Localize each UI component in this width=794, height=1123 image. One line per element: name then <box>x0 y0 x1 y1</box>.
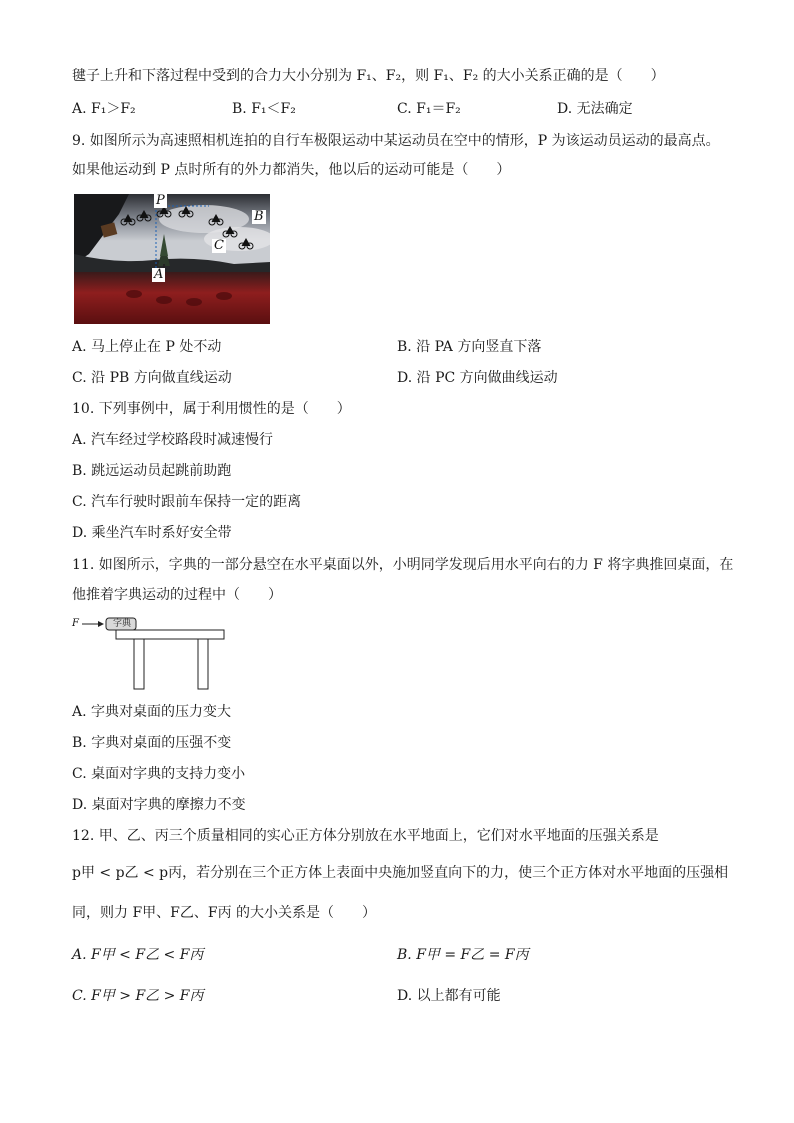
q11-stem-line2: 他推着字典运动的过程中（ ） <box>72 587 282 603</box>
q12-stem-line3: 同，则力 F甲、F乙、F丙 的大小关系是（ ） <box>72 905 377 921</box>
q9-stem-line2: 如果他运动到 P 点时所有的外力都消失，他以后的运动可能是（ ） <box>72 162 511 178</box>
desk-dictionary-figure <box>72 612 232 692</box>
q8-option-b[interactable]: B. F₁＜F₂ <box>232 101 296 117</box>
desk-drawing <box>72 612 232 692</box>
q12-option-d[interactable]: D. 以上都有可能 <box>397 988 501 1004</box>
q11-option-b[interactable]: B. 字典对桌面的压强不变 <box>72 735 232 751</box>
q11-option-a[interactable]: A. 字典对桌面的压力变大 <box>72 704 232 720</box>
force-label-f: F <box>72 618 79 629</box>
q9-option-c[interactable]: C. 沿 PB 方向做直线运动 <box>72 370 232 386</box>
q11-option-c[interactable]: C. 桌面对字典的支持力变小 <box>72 766 246 782</box>
q8-option-a[interactable]: A. F₁＞F₂ <box>72 101 136 117</box>
figure-label-p: P <box>156 193 165 208</box>
q10-option-b[interactable]: B. 跳远运动员起跳前助跑 <box>72 463 232 479</box>
q12-option-b[interactable]: B. F甲 = F乙 = F丙 <box>397 947 529 963</box>
q9-option-a[interactable]: A. 马上停止在 P 处不动 <box>72 339 222 355</box>
q10-stem: 10. 下列事例中，属于利用惯性的是（ ） <box>72 401 351 417</box>
q9-option-d[interactable]: D. 沿 PC 方向做曲线运动 <box>397 370 558 386</box>
figure-label-b: B <box>254 209 264 224</box>
bmx-photo <box>74 194 270 324</box>
figure-label-c: C <box>214 238 224 253</box>
bmx-photo-figure <box>74 194 270 324</box>
q12-stem-line1: 12. 甲、乙、丙三个质量相同的实心正方体分别放在水平地面上，它们对水平地面的压强关系是 <box>72 828 659 844</box>
q10-option-a[interactable]: A. 汽车经过学校路段时减速慢行 <box>72 432 274 448</box>
q11-option-d[interactable]: D. 桌面对字典的摩擦力不变 <box>72 797 246 813</box>
q10-option-d[interactable]: D. 乘坐汽车时系好安全带 <box>72 525 232 541</box>
q8-option-d[interactable]: D. 无法确定 <box>557 101 633 117</box>
q9-stem-line1: 9. 如图所示为高速照相机连拍的自行车极限运动中某运动员在空中的情形，P 为该运动员运动的最高点。 <box>72 133 720 149</box>
q12-stem-line2: p甲 < p乙 < p丙，若分别在三个正方体上表面中央施加竖直向下的力，使三个正方体对水平地面的压强相 <box>72 865 729 881</box>
dictionary-label: 字典 <box>112 619 131 629</box>
q10-option-c[interactable]: C. 汽车行驶时跟前车保持一定的距离 <box>72 494 302 510</box>
q9-option-b[interactable]: B. 沿 PA 方向竖直下落 <box>397 339 542 355</box>
figure-label-a: A <box>154 267 164 282</box>
q8-option-c[interactable]: C. F₁＝F₂ <box>397 101 461 117</box>
q12-option-a[interactable]: A. F甲 < F乙 < F丙 <box>72 947 204 963</box>
q11-stem-line1: 11. 如图所示，字典的一部分悬空在水平桌面以外，小明同学发现后用水平向右的力 F 将字典推回桌面，在 <box>72 557 734 573</box>
q12-option-c[interactable]: C. F甲 > F乙 > F丙 <box>72 988 204 1004</box>
q8-stem: 毽子上升和下落过程中受到的合力大小分别为 F₁、F₂，则 F₁、F₂ 的大小关系正确的是（ ） <box>72 68 665 84</box>
